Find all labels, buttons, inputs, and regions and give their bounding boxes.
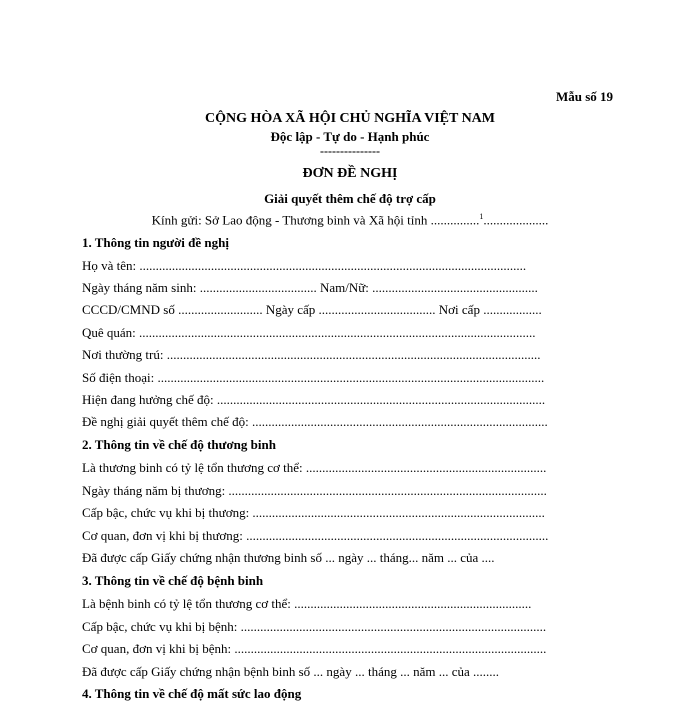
field-residence: Nơi thường trú: ................................................................................................................... <box>82 347 541 362</box>
field-full-name: Họ và tên: ....................................................................................................................... <box>82 258 527 273</box>
national-title: CỘNG HÒA XÃ HỘI CHỦ NGHĨA VIỆT NAM <box>204 111 495 126</box>
recipient-text: Kính gửi: Sở Lao động - Thương binh và Xã hội tỉnh ............... <box>151 212 480 228</box>
document-title: ĐƠN ĐỀ NGHỊ <box>302 166 398 181</box>
field-invalid-rate: Là thương binh có tỷ lệ tổn thương cơ thể: .......................................................................... <box>82 460 547 475</box>
section-2-title: 2. Thông tin về chế độ thương binh <box>82 437 276 452</box>
field-birth-gender: Ngày tháng năm sinh: .................................... Nam/Nữ: ................................................... <box>82 280 538 295</box>
field-injury-date: Ngày tháng năm bị thương: .................................................................................................. <box>82 483 547 498</box>
section-3-title: 3. Thông tin về chế độ bệnh binh <box>82 573 264 588</box>
form-number: Mẫu số 19 <box>556 89 614 104</box>
field-sick-unit: Cơ quan, đơn vị khi bị bệnh: ................................................................................................ <box>82 641 547 656</box>
field-sick-rate: Là bệnh binh có tỷ lệ tổn thương cơ thể: ......................................................................... <box>82 596 532 611</box>
field-injury-rank: Cấp bậc, chức vụ khi bị thương: .......................................................................................... <box>82 505 545 520</box>
motto: Độc lập - Tự do - Hạnh phúc <box>270 129 430 144</box>
field-phone: Số điện thoại: ....................................................................................................................... <box>82 370 545 385</box>
section-1-title: 1. Thông tin người đề nghị <box>82 235 229 250</box>
recipient-line <box>0 212 700 228</box>
field-id-card: CCCD/CMND số .......................... Ngày cấp .................................... Nơi cấp .................. <box>82 302 542 317</box>
field-current-benefit: Hiện đang hưởng chế độ: ..................................................................................................... <box>82 392 546 407</box>
field-sick-certificate: Đã được cấp Giấy chứng nhận bệnh binh số ... ngày ... tháng ... năm ... của ........ <box>82 664 500 679</box>
document-subtitle: Giải quyết thêm chế độ trợ cấp <box>264 191 436 206</box>
field-hometown: Quê quán: .......................................................................................................................... <box>82 325 536 340</box>
field-requested-benefit: Đề nghị giải quyết thêm chế độ: ........................................................................................... <box>82 414 548 429</box>
section-4-title: 4. Thông tin về chế độ mất sức lao động <box>82 686 302 701</box>
field-sick-rank: Cấp bậc, chức vụ khi bị bệnh: .............................................................................................. <box>82 619 547 634</box>
field-invalid-certificate: Đã được cấp Giấy chứng nhận thương binh số ... ngày ... tháng... năm ... của .... <box>82 550 495 565</box>
recipient-footnote-marker: 1 <box>479 212 484 221</box>
header-divider: --------------- <box>320 144 380 158</box>
recipient-tail: .................... <box>483 212 549 228</box>
field-injury-unit: Cơ quan, đơn vị khi bị thương: ............................................................................................. <box>82 528 549 543</box>
